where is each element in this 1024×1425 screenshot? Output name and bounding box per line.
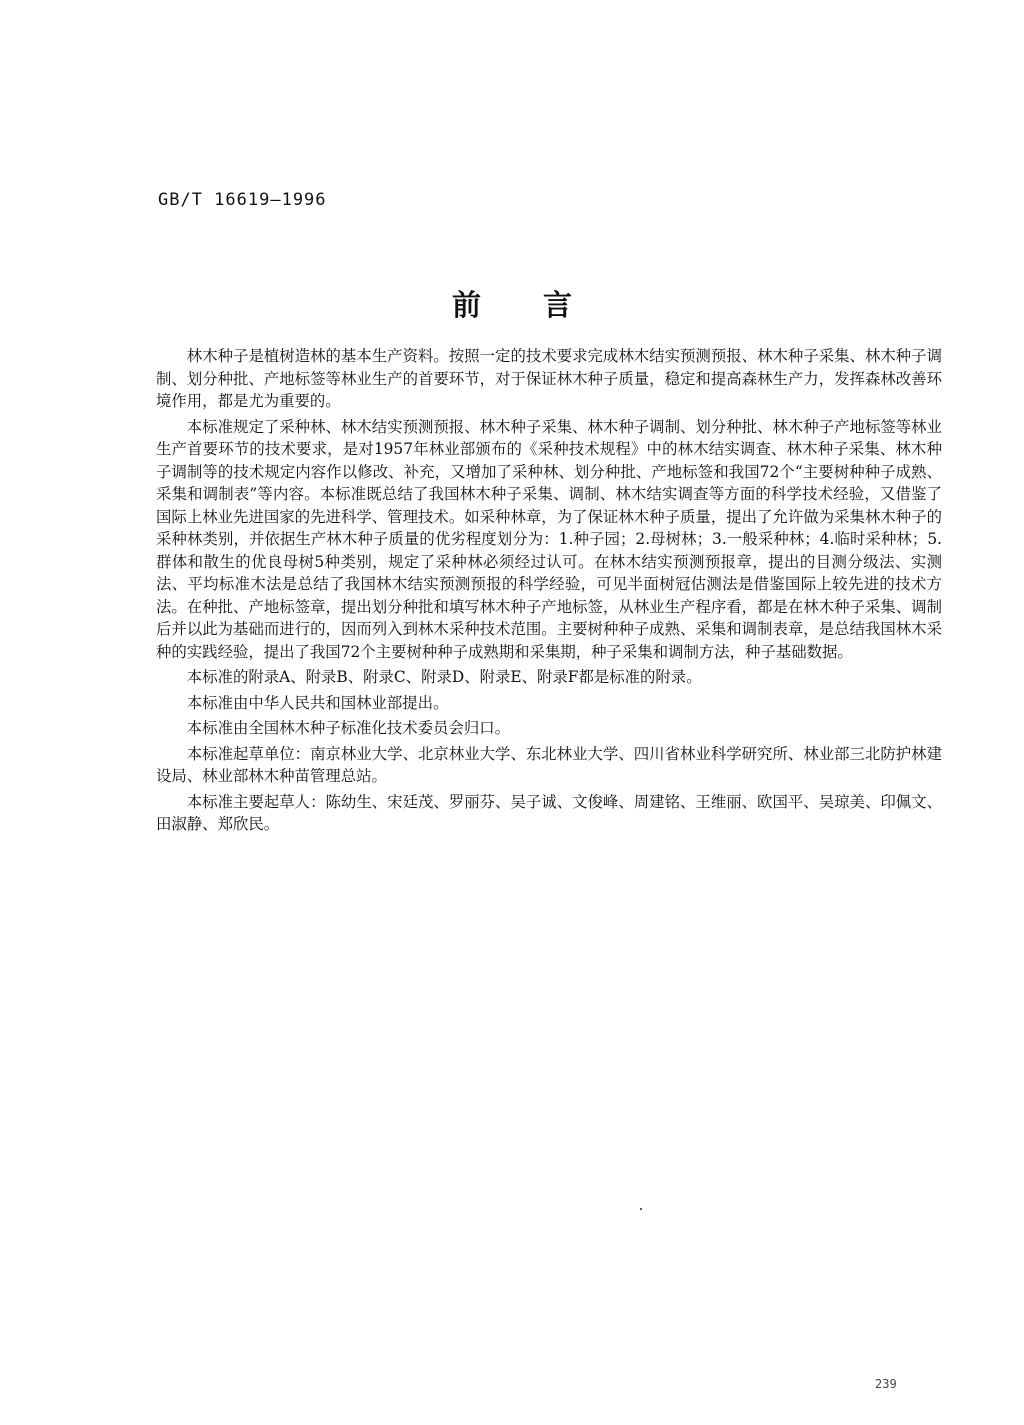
page-title	[0, 283, 1024, 324]
scan-speck	[640, 1208, 642, 1210]
paragraph-drafting-units: 本标准起草单位：南京林业大学、北京林业大学、东北林业大学、四川省林业科学研究所、林业部三北防护林建设局、林业部林木种苗管理总站。	[156, 744, 942, 785]
paragraph-proposer: 本标准由中华人民共和国林业部提出。	[186, 693, 449, 712]
standard-code: GB/T 16619—1996	[158, 190, 327, 210]
paragraph-intro: 林木种子是植树造林的基本生产资料。按照一定的技术要求完成林木结实预测预报、林木种子采集、林木种子调制、划分种批、产地标签等林业生产的首要环节，对于保证林木种子质量，稳定和提高森林生产力，发挥森林改善环境作用，都是尤为重要的。	[156, 347, 942, 410]
page-number: 239	[875, 1377, 897, 1391]
paragraph-centralized: 本标准由全国林木种子标准化技术委员会归口。	[186, 719, 511, 737]
foreword-body	[156, 345, 942, 839]
paragraph-appendices: 本标准的附录A、附录B、附录C、附录D、附录E、附录F都是标准的附录。	[186, 668, 702, 686]
paragraph-scope: 本标准规定了采种林、林木结实预测预报、林木种子采集、林木种子调制、划分种批、林木种子产地标签等林业生产首要环节的技术要求，是对1957年林业部颁布的《采种技术规程》中的林木结实调查、林木种子采集、林木种子调制等的技术规定内容作以修改、补充，又增加了采种林、划分种批、产地标签和我国72个“主要树种种子成熟、采集和调制表”等内容。本标准既总结了我国林木种子采集、调制、林木结实调查等方面的科学技术经验，又借鉴了国际上林业先进国家的先进科学、管理技术。如采种林章，为了保证林木种子质量，提出了允许做为采集林木种子的采种林类别，并依据生产林木种子质量的优劣程度划分为：1.种子园；2.母树林；3.一般采种林；4.临时采种林；5.群体和散生的优良母树5种类别，规定了采种林必须经过认可。在林木结实预测预报章，提出的目测分级法、实测法、平均标准木法是总结了我国林木结实预测预报的科学经验，可见半面树冠估测法是借鉴国际上较先进的技术方法。在种批、产地标签章，提出划分种批和填写林木种子产地标签，从林业生产程序看，都是在林木种子采集、调制后并以此为基础而进行的，因而列入到林木采种技术范围。主要树种种子成熟、采集和调制表章，是总结我国林木采种的实践经验，提出了我国72个主要树种种子成熟期和采集期，种子采集和调制方法，种子基础数据。	[156, 417, 942, 661]
paragraph-drafters: 本标准主要起草人：陈幼生、宋廷茂、罗丽芬、吴子诚、文俊峰、周建铭、王维丽、欧国平、吴琼美、印佩文、田淑静、郑欣民。	[156, 792, 942, 833]
title-char-1: 前	[451, 288, 481, 322]
title-char-2: 言	[543, 288, 573, 322]
